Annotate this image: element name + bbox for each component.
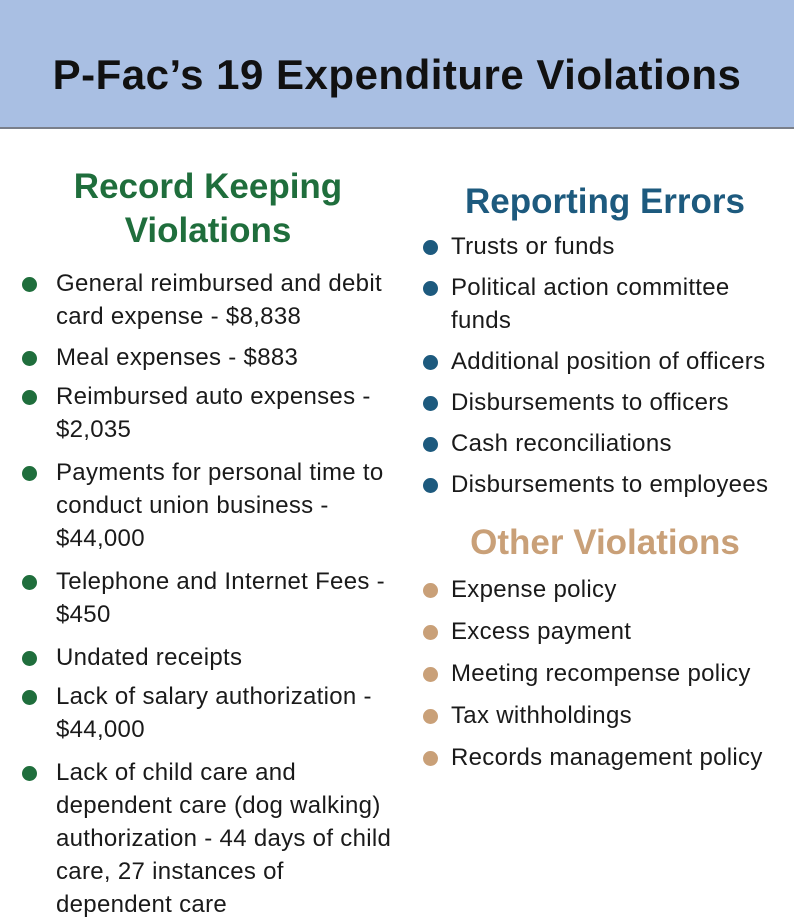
bullet-icon xyxy=(22,651,37,666)
list-item xyxy=(420,615,790,648)
list-item xyxy=(18,756,398,921)
bullet-icon xyxy=(423,667,438,682)
list-item xyxy=(18,380,398,446)
bullet-icon xyxy=(423,583,438,598)
other-violations-list xyxy=(420,573,790,774)
record-keeping-list xyxy=(18,267,398,921)
bullet-icon xyxy=(423,625,438,640)
list-item-text: Expense policy xyxy=(451,576,617,603)
list-item-text: Cash reconciliations xyxy=(451,430,672,457)
list-item xyxy=(420,271,790,337)
bullet-icon xyxy=(22,575,37,590)
right-column xyxy=(420,180,790,774)
record-keeping-heading xyxy=(18,165,398,253)
bullet-icon xyxy=(22,766,37,781)
bullet-icon xyxy=(423,281,438,296)
list-item-text: Political action committee funds xyxy=(451,274,730,334)
other-violations-heading: Other Violations xyxy=(470,523,740,562)
list-item xyxy=(420,573,790,606)
bullet-icon xyxy=(22,466,37,481)
list-item xyxy=(18,456,398,555)
list-item xyxy=(18,341,398,374)
list-item-text: Disbursements to officers xyxy=(451,389,729,416)
list-item xyxy=(18,565,398,631)
list-item xyxy=(420,427,790,460)
header-banner xyxy=(0,0,794,129)
page-title: P-Fac’s 19 Expenditure Violations xyxy=(52,50,742,98)
list-item-text: Meeting recompense policy xyxy=(451,660,751,687)
list-item-text: Tax withholdings xyxy=(451,702,632,729)
reporting-errors-list xyxy=(420,230,790,501)
record-keeping-heading-line2: Violations xyxy=(124,211,292,250)
bullet-icon xyxy=(423,396,438,411)
list-item-text: Lack of salary authorization - $44,000 xyxy=(56,683,372,743)
list-item-text: Additional position of officers xyxy=(451,348,766,375)
bullet-icon xyxy=(423,355,438,370)
list-item xyxy=(18,267,398,333)
list-item-text: Disbursements to employees xyxy=(451,471,769,498)
bullet-icon xyxy=(22,690,37,705)
bullet-icon xyxy=(423,709,438,724)
list-item-text: Undated receipts xyxy=(56,644,243,671)
bullet-icon xyxy=(22,277,37,292)
list-item-text: General reimbursed and debit card expense - $8,838 xyxy=(56,270,382,330)
list-item-text: Records management policy xyxy=(451,744,763,771)
bullet-icon xyxy=(423,240,438,255)
list-item xyxy=(18,641,398,674)
bullet-icon xyxy=(423,478,438,493)
list-item-text: Reimbursed auto expenses - $2,035 xyxy=(56,383,371,443)
bullet-icon xyxy=(423,751,438,766)
record-keeping-column xyxy=(18,165,398,921)
list-item-text: Meal expenses - $883 xyxy=(56,344,299,371)
reporting-errors-heading: Reporting Errors xyxy=(464,182,746,221)
list-item-text: Trusts or funds xyxy=(451,233,615,260)
list-item-text: Payments for personal time to conduct union business - $44,000 xyxy=(56,459,384,552)
list-item xyxy=(420,386,790,419)
bullet-icon xyxy=(22,351,37,366)
list-item xyxy=(420,699,790,732)
list-item xyxy=(420,657,790,690)
list-item xyxy=(420,230,790,263)
list-item-text: Excess payment xyxy=(451,618,632,645)
bullet-icon xyxy=(423,437,438,452)
list-item xyxy=(420,468,790,501)
list-item xyxy=(420,345,790,378)
record-keeping-heading-line1: Record Keeping xyxy=(73,167,343,206)
list-item xyxy=(18,680,398,746)
list-item xyxy=(420,741,790,774)
list-item-text: Lack of child care and dependent care (dog walking) authorization - 44 days of child care, 27 instances of dependent care xyxy=(56,759,392,918)
bullet-icon xyxy=(22,390,37,405)
list-item-text: Telephone and Internet Fees - $450 xyxy=(56,568,385,628)
